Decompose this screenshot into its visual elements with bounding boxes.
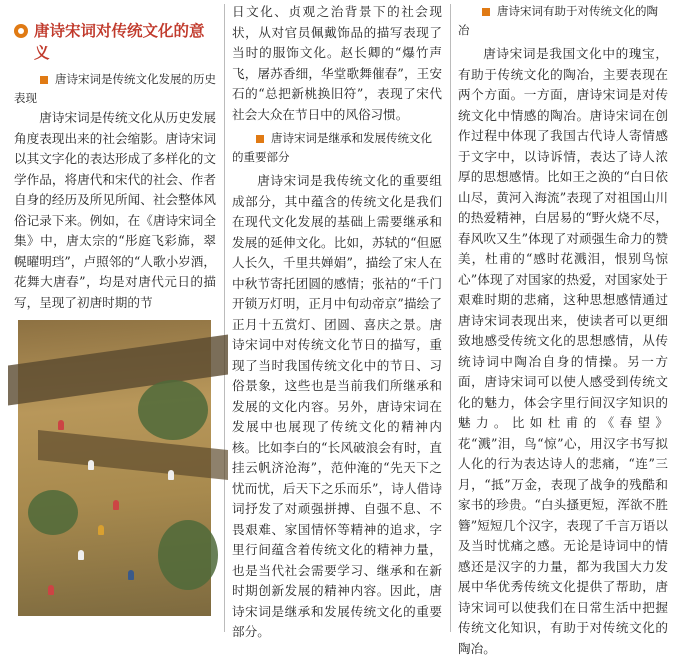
square-bullet-icon — [40, 76, 48, 84]
bullet-circle-icon — [14, 24, 28, 38]
paragraph-history: 唐诗宋词是传统文化从历史发展角度表现出来的社会缩影。唐诗宋词以其文字化的表达形成了多样化的文学作品，将唐代和宋代的社会、作者自身的经历及所见所闻、社会整体风俗记录下来。例如，在《唐诗宋词全集》中，唐太宗的“彤庭飞彩旆，翠幌曜明珰”，卢照邻的“人歌小岁酒，花舞大唐春”，均是对唐代元日的描写，呈现了初唐时期的节 — [14, 110, 216, 310]
paragraph-history-continued: 日文化、贞观之治背景下的社会现状，从对官员佩戴饰品的描写表现了当时的服饰文化。赵长卿的“爆竹声飞，屠苏香细，华堂歌舞催春”，王安石的“总把新桃换旧符”，表现了宋代社会大众在节日中的风俗习惯。 — [232, 4, 442, 122]
column-3 — [458, 0, 668, 656]
sub-heading-inheritance: 唐诗宋词是继承和发展传统文化的重要部分 — [232, 131, 432, 164]
sub-heading-cultivation: 唐诗宋词有助于对传统文化的陶冶 — [458, 4, 658, 37]
paragraph-inheritance: 唐诗宋词是我传统文化的重要组成部分，其中蕴含的传统文化是我们在现代文化发展的基础上需要继承和发展的延伸文化。比如，苏轼的“但愿人长久，千里共婵娟”，描绘了宋人在中秋节寄托团圆的感情；张祜的“千门开锁万灯明，正月中旬动帝京”描绘了正月十五赏灯、团圆、喜庆之景。唐诗宋词中对传统文化节日的描写，重现了当时我国传统文化中的节日、习俗景象，这些也是当前我们所继承和发展的文化内容。另外，唐诗宋词在发展中也展现了传统文化的精神内核。比如李白的“长风破浪会有时，直挂云帆济沧海”，范仲淹的“先天下之忧而忧，后天下之乐而乐”，诗人借诗词抒发了对顽强拼搏、自强不息、不畏艰难、家国情怀等精神的追求，字里行间蕴含着传统文化的精神力量，也是当代社会需要学习、继承和在新时期创新发展的精神内容。因此，唐诗宋词是继承和发展传统文化的重要部分。 — [232, 173, 442, 639]
ancient-painting-image — [18, 320, 211, 616]
column-2 — [232, 0, 442, 639]
column-divider — [450, 4, 451, 632]
paragraph-cultivation: 唐诗宋词是我国文化中的瑰宝，有助于传统文化的陶冶，主要表现在两个方面。一方面，唐诗宋词是对传统文化中情感的陶冶。唐诗宋词在创作过程中体现了我国古代诗人寄情感于文字中，以诗诉情，表达了诗人浓厚的思想感情。比如王之涣的“白日依山尽，黄河入海流”表现了对祖国山川的热爱精神，白居易的“野火烧不尽，春风吹又生”体现了对顽强生命力的赞美，杜甫的“感时花溅泪，恨别鸟惊心”体现了对国家的热爱，对国家处于艰难时期的悲痛，这种思想感情通过唐诗宋词表现出来，使读者可以更细致地感受传统文化的思想感情，从传统诗词中陶冶自身的情操。另一方面，唐诗宋词可以使人感受到传统文化的魅力，体会字里行间汉字知识的魅力。比如杜甫的《春望》花“溅”泪，鸟“惊”心，用汉字书写拟人化的行为表达诗人的悲痛，“连”三月，“抵”万金，表现了战争的残酷和家书的珍贵。“白头搔更短，浑欲不胜簪”短短几个汉字，表现了千言万语以及当时忧痛之感。无论是诗词中的情感还是汉字的力量，都为我国大力发展中华优秀传统文化提供了帮助，唐诗宋词可以使我们在日常生活中把握传统文化知识，有助于对传统文化的陶冶。 — [458, 46, 668, 656]
square-bullet-icon — [482, 8, 490, 16]
column-divider — [224, 4, 225, 632]
column-1 — [14, 0, 216, 636]
square-bullet-icon — [256, 135, 264, 143]
section-title — [14, 20, 216, 64]
sub-heading-history: 唐诗宋词是传统文化发展的历史表现 — [14, 72, 216, 105]
section-title-text: 唐诗宋词对传统文化的意义 — [34, 22, 205, 62]
